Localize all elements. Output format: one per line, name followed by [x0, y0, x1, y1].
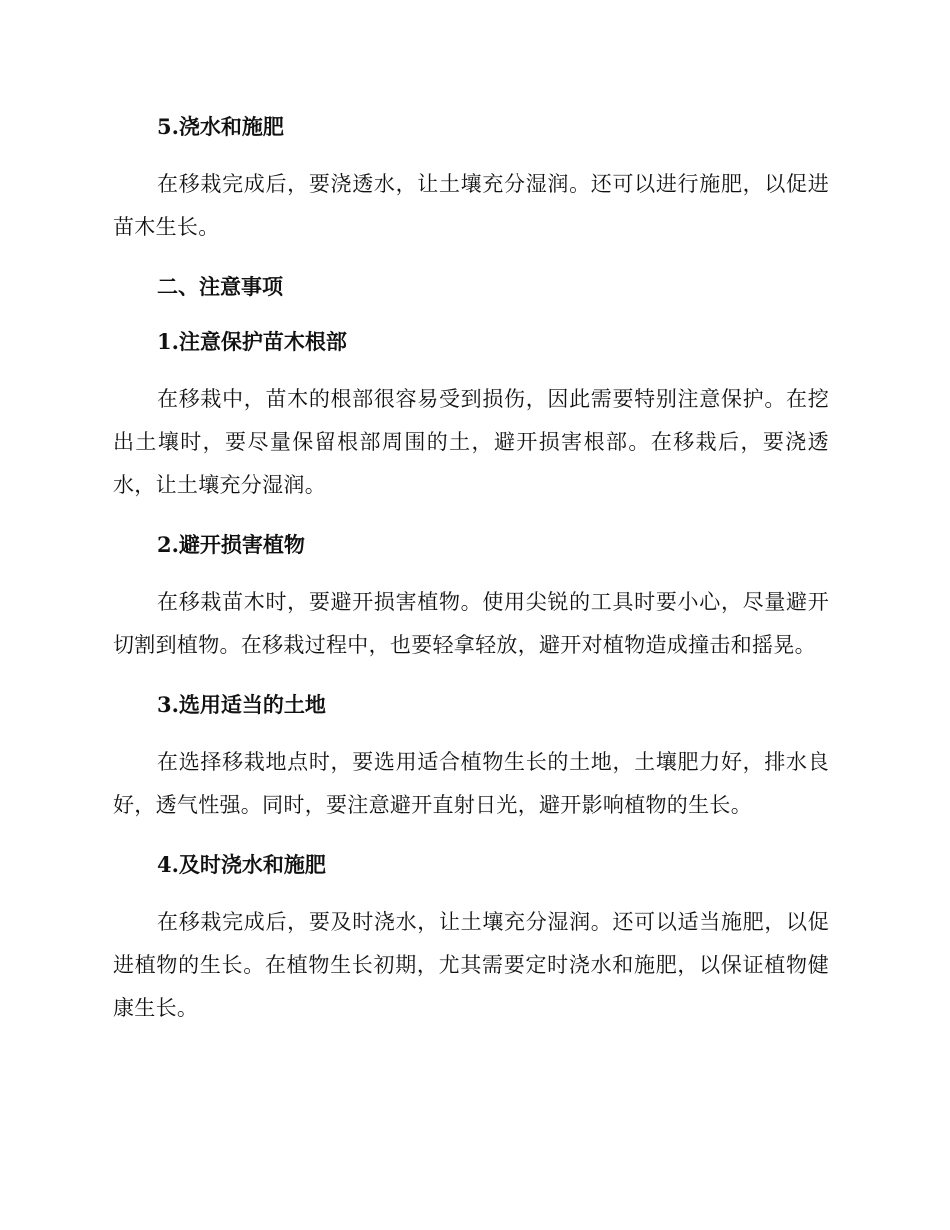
section-heading-timely-watering: 4.及时浇水和施肥 [157, 852, 326, 877]
paragraph-avoid-damage: 在移栽苗木时，要避开损害植物。使用尖锐的工具时要小心，尽量避开切割到植物。在移栽过程中，也要轻拿轻放，避开对植物造成撞击和摇晃。 [113, 590, 829, 657]
document-body [113, 108, 829, 1030]
paragraph-timely-watering: 在移栽完成后，要及时浇水，让土壤充分湿润。还可以适当施肥，以促进植物的生长。在植物生长初期，尤其需要定时浇水和施肥，以保证植物健康生长。 [113, 910, 829, 1020]
section-heading-watering: 5.浇水和施肥 [157, 114, 284, 139]
paragraph-choose-land: 在选择移栽地点时，要选用适合植物生长的土地，土壤肥力好，排水良好，透气性强。同时，要注意避开直射日光，避开影响植物的生长。 [113, 750, 829, 817]
section-heading-avoid-damage: 2.避开损害植物 [157, 532, 305, 557]
section-heading-precautions: 二、注意事项 [157, 274, 283, 299]
section-heading-choose-land: 3.选用适当的土地 [157, 692, 326, 717]
section-heading-protect-roots: 1.注意保护苗木根部 [157, 329, 347, 354]
paragraph-watering: 在移栽完成后，要浇透水，让土壤充分湿润。还可以进行施肥，以促进苗木生长。 [113, 172, 829, 239]
paragraph-protect-roots: 在移栽中，苗木的根部很容易受到损伤，因此需要特别注意保护。在挖出土壤时，要尽量保留根部周围的土，避开损害根部。在移栽后，要浇透水，让土壤充分湿润。 [113, 387, 829, 497]
